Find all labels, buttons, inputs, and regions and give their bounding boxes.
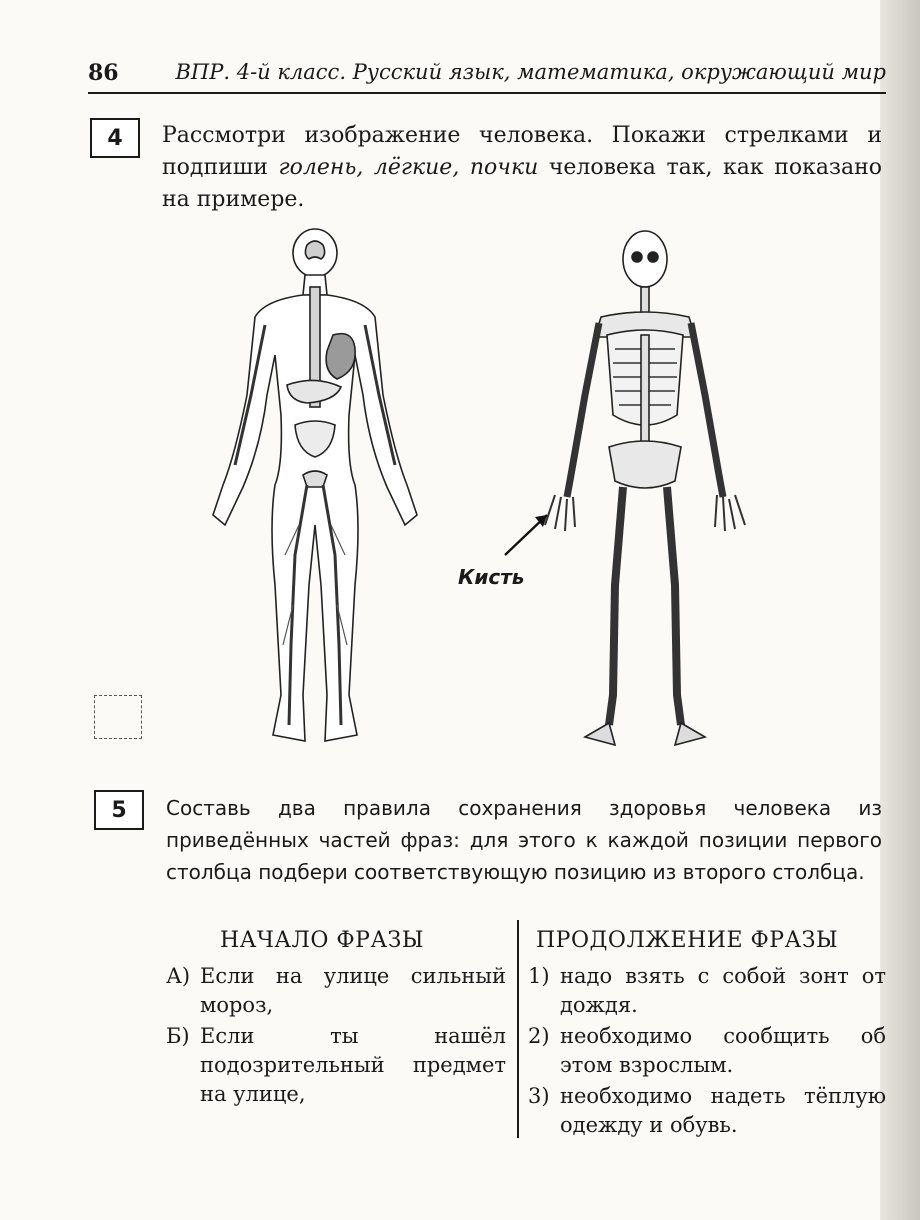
task-4-text-part1: Рассмотри изображение человека. Покажи стрелками и подпиши [162,123,882,180]
running-title: ВПР. 4-й класс. Русский язык, математика, окружающий мир [175,60,886,84]
right-item-3-key: 3) [528,1084,550,1108]
left-item-b-key: Б) [166,1024,190,1048]
page-number: 86 [88,60,119,86]
task-4-text-part2: человека так, как показано на примере. [162,155,882,212]
left-item-a-key: А) [166,964,191,988]
column-divider [517,920,519,1138]
right-item-2-key: 2) [528,1024,550,1048]
page-edge-shadow [880,0,920,1220]
right-item-3 [528,1082,886,1140]
task-5-text: Составь два правила сохранения здоровья человека из приведённых частей фраз: для этого к каждой позиции первого столбца подбери соответствующую позицию из второго столбца. [166,796,882,884]
right-item-1-text: надо взять с собой зонт от дождя. [560,964,886,1017]
left-item-a [166,962,506,1020]
task-5-number: 5 [94,790,144,830]
left-item-b [166,1022,506,1109]
right-item-1 [528,962,886,1020]
right-item-3-text: необходимо надеть тёплую одежду и обувь. [560,1084,886,1137]
human-body-illustration [195,225,795,765]
example-label-hand: Кисть [458,565,525,589]
right-item-2-text: необходимо сообщить об этом взрослым. [560,1024,886,1077]
page-header [88,58,886,94]
task-4-number: 4 [90,118,140,158]
right-item-2 [528,1022,886,1080]
right-item-1-key: 1) [528,964,550,988]
right-column-heading: ПРОДОЛЖЕНИЕ ФРАЗЫ [536,928,839,953]
left-column-heading: НАЧАЛО ФРАЗЫ [220,928,424,953]
task-4-italic-terms: голень, лёгкие, почки [278,155,539,180]
left-item-b-text: Если ты нашёл подозрительный предмет на улице, [200,1024,506,1106]
left-item-a-text: Если на улице сильный мороз, [200,964,506,1017]
task-4-text [162,120,882,216]
score-box[interactable] [94,695,142,739]
skeleton-figure [545,231,745,745]
circulatory-figure [213,229,417,741]
